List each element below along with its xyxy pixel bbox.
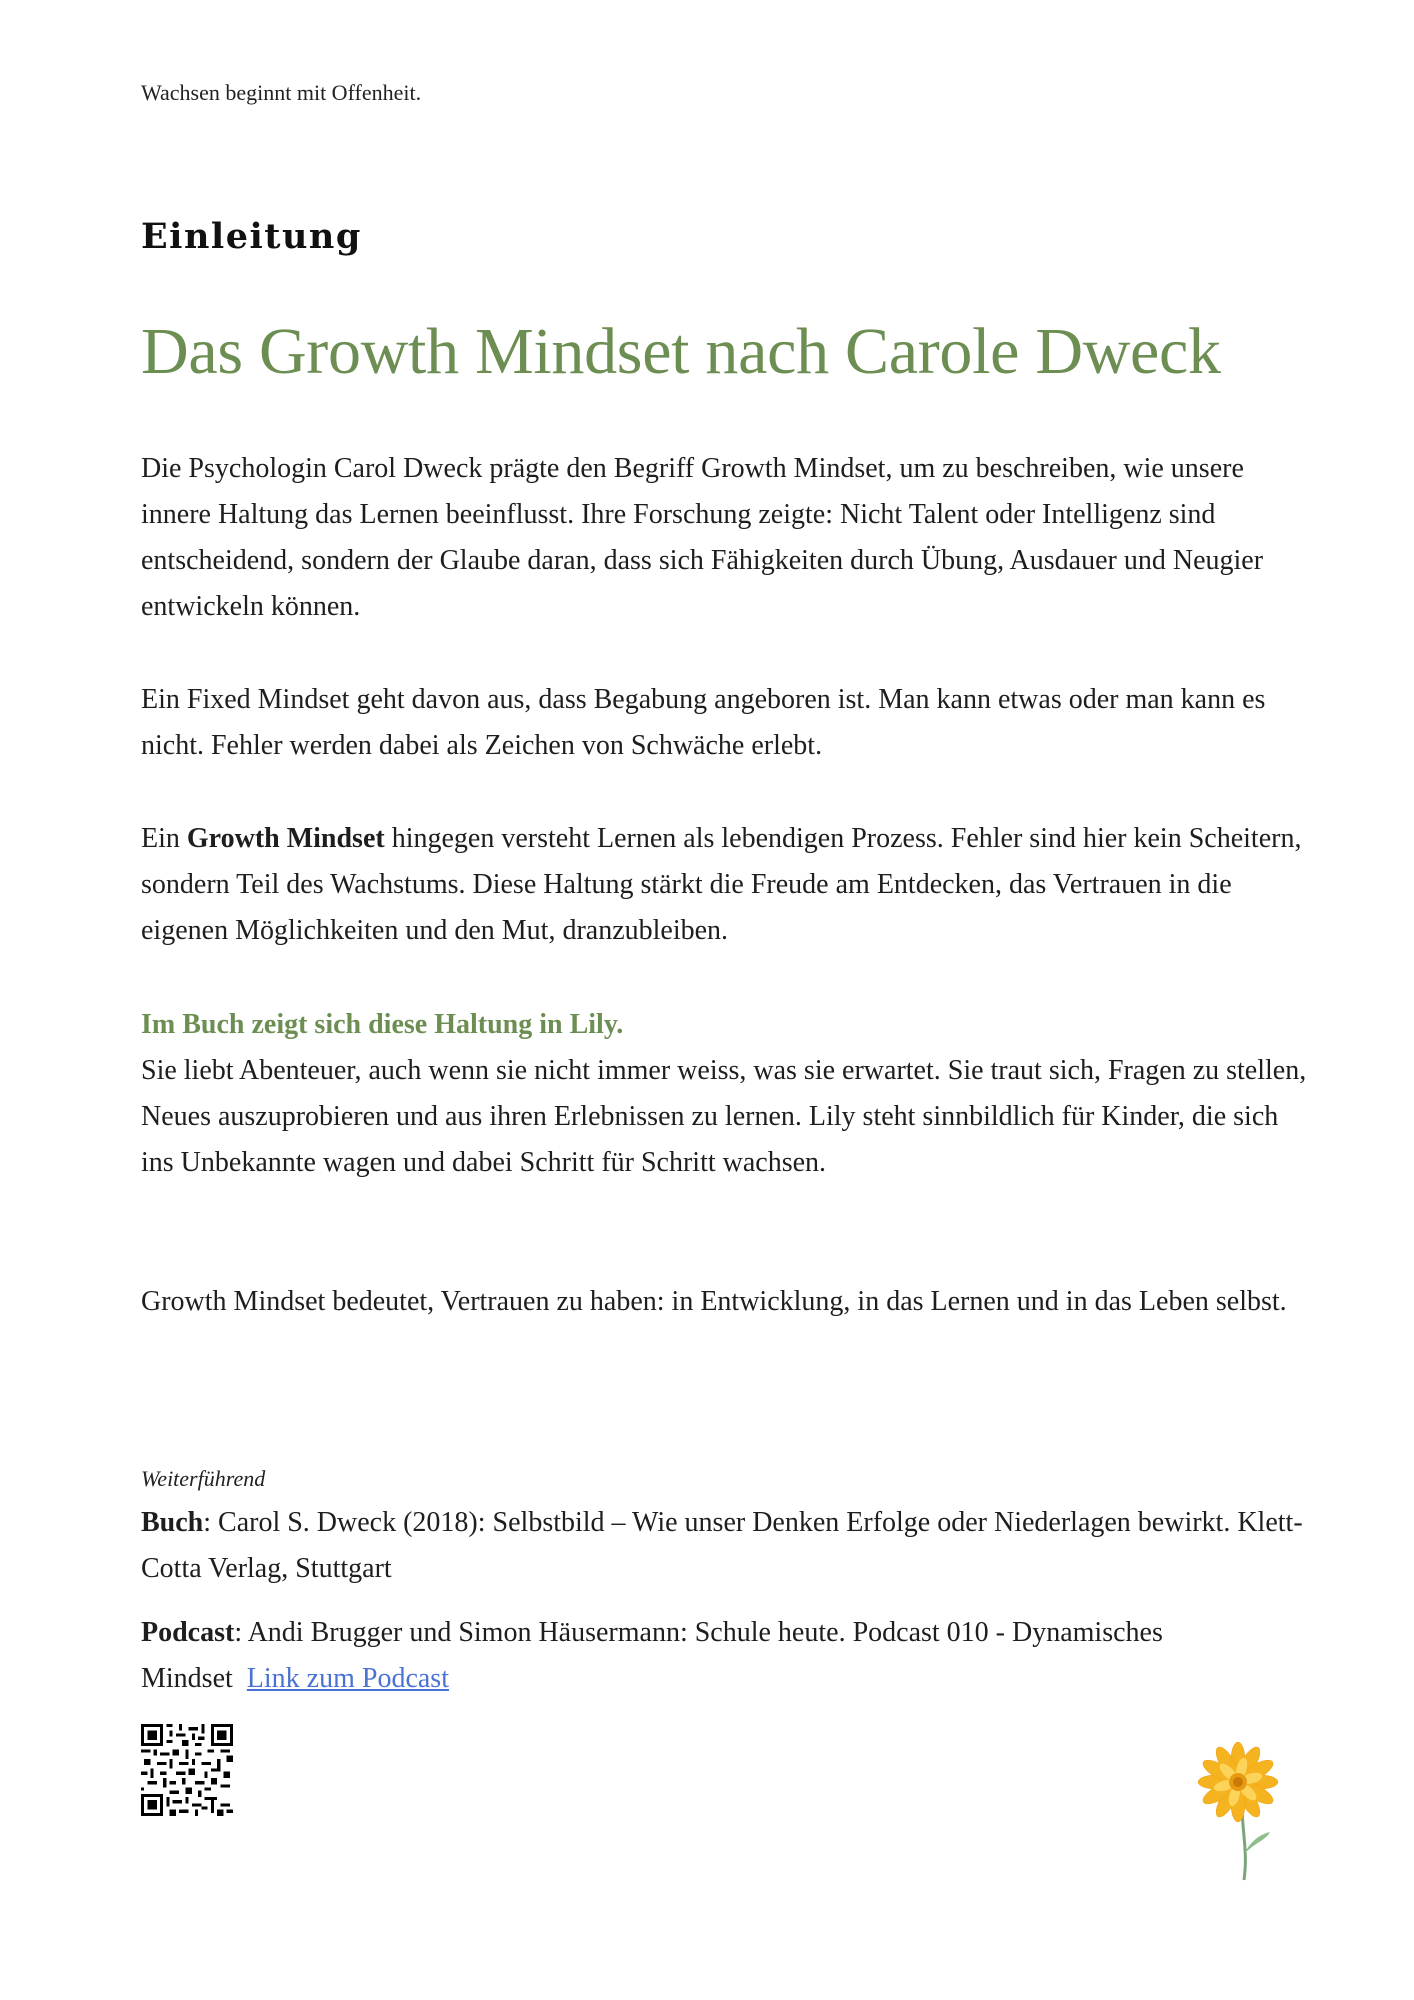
podcast-text: : Andi Brugger und Simon Häusermann: Schule heute. Podcast 010 - Dynamisches Mindset (141, 1617, 1163, 1694)
paragraph-intro: Die Psychologin Carol Dweck prägte den Begriff Growth Mindset, um zu beschreiben, wie unsere innere Haltung das Lernen beeinflusst. Ihre Forschung zeigte: Nicht Talent oder Intelligenz sind entscheidend, sondern der Glaube daran, dass sich Fähigkeiten durch Übung, Ausdauer und Neugier entwickeln können. (141, 453, 1264, 622)
flower-illustration (1190, 1742, 1300, 1882)
further-reading-label: Weiterführend (141, 1466, 266, 1491)
page-title: Das Growth Mindset nach Carole Dweck (141, 315, 1221, 388)
lily-heading: Im Buch zeigt sich diese Haltung in Lily. (141, 1009, 624, 1040)
paragraph-fixed-mindset: Ein Fixed Mindset geht davon aus, dass Begabung angeboren ist. Man kann etwas oder man kann es nicht. Fehler werden dabei als Zeichen von Schwäche erlebt. (141, 684, 1266, 761)
paragraph-growth-pre: Ein (141, 823, 187, 854)
podcast-label: Podcast (141, 1617, 235, 1648)
paragraph-lily: Sie liebt Abenteuer, auch wenn sie nicht immer weiss, was sie erwartet. Sie traut sich, Fragen zu stellen, Neues auszuprobieren und aus ihren Erlebnissen zu lernen. Lily steht sinnbildlich für Kinder, die sich ins Unbekannte wagen und dabei Schritt für Schritt wachsen. (141, 1055, 1307, 1178)
paragraph-conclusion: Growth Mindset bedeutet, Vertrauen zu haben: in Entwicklung, in das Lernen und in das Leben selbst. (141, 1286, 1287, 1317)
tagline: Wachsen beginnt mit Offenheit. (141, 80, 422, 105)
book-label: Buch (141, 1507, 204, 1538)
paragraph-growth-mindset (141, 816, 1311, 954)
book-text: : Carol S. Dweck (2018): Selbstbild – Wie unser Denken Erfolge oder Niederlagen bewirkt. Klett-Cotta Verlag, Stuttgart (141, 1507, 1303, 1584)
book-reference (141, 1500, 1311, 1592)
podcast-reference (141, 1610, 1311, 1702)
podcast-link[interactable]: Link zum Podcast (246, 1663, 449, 1694)
qr-code-icon[interactable] (141, 1724, 233, 1816)
growth-mindset-term: Growth Mindset (186, 823, 385, 854)
section-label: Einleitung (141, 216, 362, 257)
paragraph-growth-post: hingegen versteht Lernen als lebendigen Prozess. Fehler sind hier kein Scheitern, sondern Teil des Wachstums. Diese Haltung stärkt die Freude am Entdecken, das Vertrauen in die eigenen Möglichkeiten und den Mut, dranzubleiben. (141, 823, 1302, 946)
